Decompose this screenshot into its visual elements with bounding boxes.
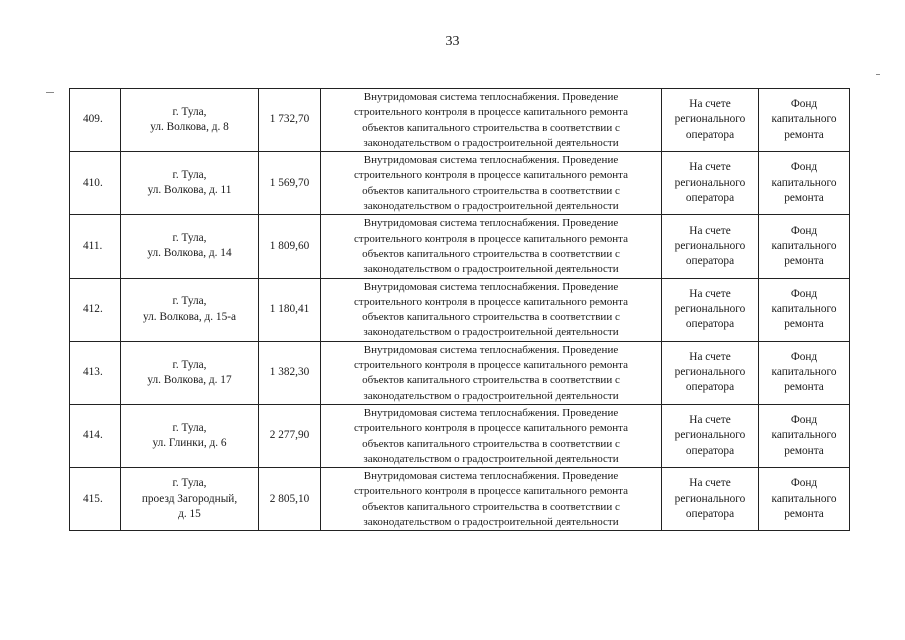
description-line: объектов капитального строительства в соответствии с <box>362 374 620 387</box>
source-line: капитального <box>771 492 837 505</box>
account-line: оператора <box>685 191 735 204</box>
address-line: г. Тула, <box>172 168 207 181</box>
source-line: ремонта <box>784 507 824 520</box>
account-line: На счете <box>689 224 731 237</box>
account-line: регионального <box>674 492 746 505</box>
account-line: регионального <box>674 429 746 442</box>
address-line: д. 15 <box>178 507 201 520</box>
account-line: регионального <box>674 239 746 252</box>
account-line: оператора <box>685 507 735 520</box>
source-line: капитального <box>771 366 837 379</box>
work-description-cell <box>321 468 662 531</box>
description-line: строительного контроля в процессе капитального ремонта <box>354 232 628 245</box>
address-line: г. Тула, <box>172 105 207 118</box>
description-line: законодательством о градостроительной деятельности <box>363 326 619 339</box>
funding-source-cell <box>759 341 850 404</box>
address-line: ул. Волкова, д. 11 <box>147 184 232 197</box>
account-line: На счете <box>689 161 731 174</box>
source-line: Фонд <box>790 414 818 427</box>
row-number-cell: 414. <box>70 404 121 467</box>
account-line: На счете <box>689 98 731 111</box>
description-line: законодательством о градостроительной деятельности <box>363 452 619 465</box>
account-method-cell <box>662 468 759 531</box>
account-line: оператора <box>685 444 735 457</box>
description-line: законодательством о градостроительной деятельности <box>363 136 619 149</box>
account-line: оператора <box>685 318 735 331</box>
account-method-cell <box>662 152 759 215</box>
row-number-cell: 412. <box>70 278 121 341</box>
address-cell <box>121 468 259 531</box>
description-line: Внутридомовая система теплоснабжения. Проведение <box>363 406 619 419</box>
description-line: законодательством о градостроительной деятельности <box>363 263 619 276</box>
description-line: законодательством о градостроительной деятельности <box>363 516 619 529</box>
area-cell: 1 569,70 <box>259 152 321 215</box>
table-body <box>70 89 850 531</box>
account-line: На счете <box>689 477 731 490</box>
work-description-cell <box>321 341 662 404</box>
description-line: строительного контроля в процессе капитального ремонта <box>354 422 628 435</box>
description-line: объектов капитального строительства в соответствии с <box>362 500 620 513</box>
work-description-cell <box>321 152 662 215</box>
table-row <box>70 152 850 215</box>
table-row <box>70 468 850 531</box>
source-line: Фонд <box>790 98 818 111</box>
work-description-cell <box>321 278 662 341</box>
description-line: объектов капитального строительства в соответствии с <box>362 121 620 134</box>
funding-source-cell <box>759 468 850 531</box>
account-method-cell <box>662 278 759 341</box>
address-cell <box>121 215 259 278</box>
account-method-cell <box>662 215 759 278</box>
address-line: ул. Волкова, д. 8 <box>150 121 229 134</box>
funding-source-cell <box>759 215 850 278</box>
funding-source-cell <box>759 278 850 341</box>
description-line: Внутридомовая система теплоснабжения. Проведение <box>363 470 619 483</box>
address-cell <box>121 152 259 215</box>
source-line: ремонта <box>784 318 824 331</box>
account-line: оператора <box>685 381 735 394</box>
description-line: Внутридомовая система теплоснабжения. Проведение <box>363 343 619 356</box>
account-method-cell <box>662 404 759 467</box>
description-line: законодательством о градостроительной деятельности <box>363 389 619 402</box>
source-line: ремонта <box>784 128 824 141</box>
description-line: Внутридомовая система теплоснабжения. Проведение <box>363 154 619 167</box>
funding-source-cell <box>759 152 850 215</box>
address-line: ул. Волкова, д. 14 <box>147 247 232 260</box>
area-cell: 2 805,10 <box>259 468 321 531</box>
description-line: строительного контроля в процессе капитального ремонта <box>354 106 628 119</box>
account-line: На счете <box>689 414 731 427</box>
scan-mark-left <box>46 92 54 93</box>
funding-source-cell <box>759 404 850 467</box>
repair-program-table <box>69 88 850 531</box>
table-row <box>70 278 850 341</box>
source-line: Фонд <box>790 287 818 300</box>
source-line: Фонд <box>790 350 818 363</box>
area-cell: 1 809,60 <box>259 215 321 278</box>
address-line: г. Тула, <box>172 295 207 308</box>
source-line: ремонта <box>784 255 824 268</box>
address-line: г. Тула, <box>172 477 207 490</box>
table-row <box>70 215 850 278</box>
table-row <box>70 341 850 404</box>
description-line: законодательством о градостроительной деятельности <box>363 200 619 213</box>
address-line: г. Тула, <box>172 232 207 245</box>
address-line: г. Тула, <box>172 358 207 371</box>
address-cell <box>121 89 259 152</box>
description-line: Внутридомовая система теплоснабжения. Проведение <box>363 91 619 103</box>
address-line: ул. Глинки, д. 6 <box>152 437 227 450</box>
work-description-cell <box>321 404 662 467</box>
account-line: регионального <box>674 366 746 379</box>
source-line: капитального <box>771 113 837 126</box>
account-line: регионального <box>674 176 746 189</box>
table-row <box>70 404 850 467</box>
area-cell: 1 180,41 <box>259 278 321 341</box>
description-line: строительного контроля в процессе капитального ремонта <box>354 485 628 498</box>
source-line: Фонд <box>790 224 818 237</box>
source-line: Фонд <box>790 161 818 174</box>
address-cell <box>121 278 259 341</box>
row-number-cell: 410. <box>70 152 121 215</box>
row-number-cell: 413. <box>70 341 121 404</box>
funding-source-cell <box>759 89 850 152</box>
account-line: регионального <box>674 303 746 315</box>
account-method-cell <box>662 89 759 152</box>
source-line: ремонта <box>784 444 824 457</box>
area-cell: 1 732,70 <box>259 89 321 152</box>
work-description-cell <box>321 215 662 278</box>
source-line: Фонд <box>790 477 818 490</box>
description-line: строительного контроля в процессе капитального ремонта <box>354 295 628 308</box>
address-line: проезд Загородный, <box>141 492 238 505</box>
account-line: регионального <box>674 113 746 126</box>
source-line: капитального <box>771 239 837 252</box>
source-line: ремонта <box>784 191 824 204</box>
address-line: г. Тула, <box>172 421 207 434</box>
description-line: объектов капитального строительства в соответствии с <box>362 437 620 450</box>
row-number-cell: 415. <box>70 468 121 531</box>
address-cell <box>121 341 259 404</box>
table-row <box>70 89 850 152</box>
description-line: строительного контроля в процессе капитального ремонта <box>354 359 628 372</box>
account-method-cell <box>662 341 759 404</box>
account-line: оператора <box>685 255 735 268</box>
description-line: объектов капитального строительства в соответствии с <box>362 247 620 260</box>
source-line: капитального <box>771 429 837 442</box>
address-line: ул. Волкова, д. 17 <box>147 373 232 386</box>
scan-mark-right <box>876 74 880 75</box>
description-line: строительного контроля в процессе капитального ремонта <box>354 169 628 182</box>
description-line: объектов капитального строительства в соответствии с <box>362 311 620 324</box>
account-line: На счете <box>689 350 731 363</box>
row-number-cell: 409. <box>70 89 121 152</box>
source-line: капитального <box>771 176 837 189</box>
description-line: Внутридомовая система теплоснабжения. Проведение <box>363 217 619 230</box>
area-cell: 2 277,90 <box>259 404 321 467</box>
account-line: На счете <box>689 287 731 300</box>
source-line: ремонта <box>784 381 824 394</box>
description-line: объектов капитального строительства в соответствии с <box>362 184 620 197</box>
row-number-cell: 411. <box>70 215 121 278</box>
work-description-cell <box>321 89 662 152</box>
source-line: капитального <box>771 303 837 315</box>
address-line: ул. Волкова, д. 15-а <box>143 310 236 323</box>
address-cell <box>121 404 259 467</box>
description-line: Внутридомовая система теплоснабжения. Проведение <box>363 280 619 293</box>
area-cell: 1 382,30 <box>259 341 321 404</box>
account-line: оператора <box>685 128 735 141</box>
page-number: 33 <box>445 34 460 49</box>
